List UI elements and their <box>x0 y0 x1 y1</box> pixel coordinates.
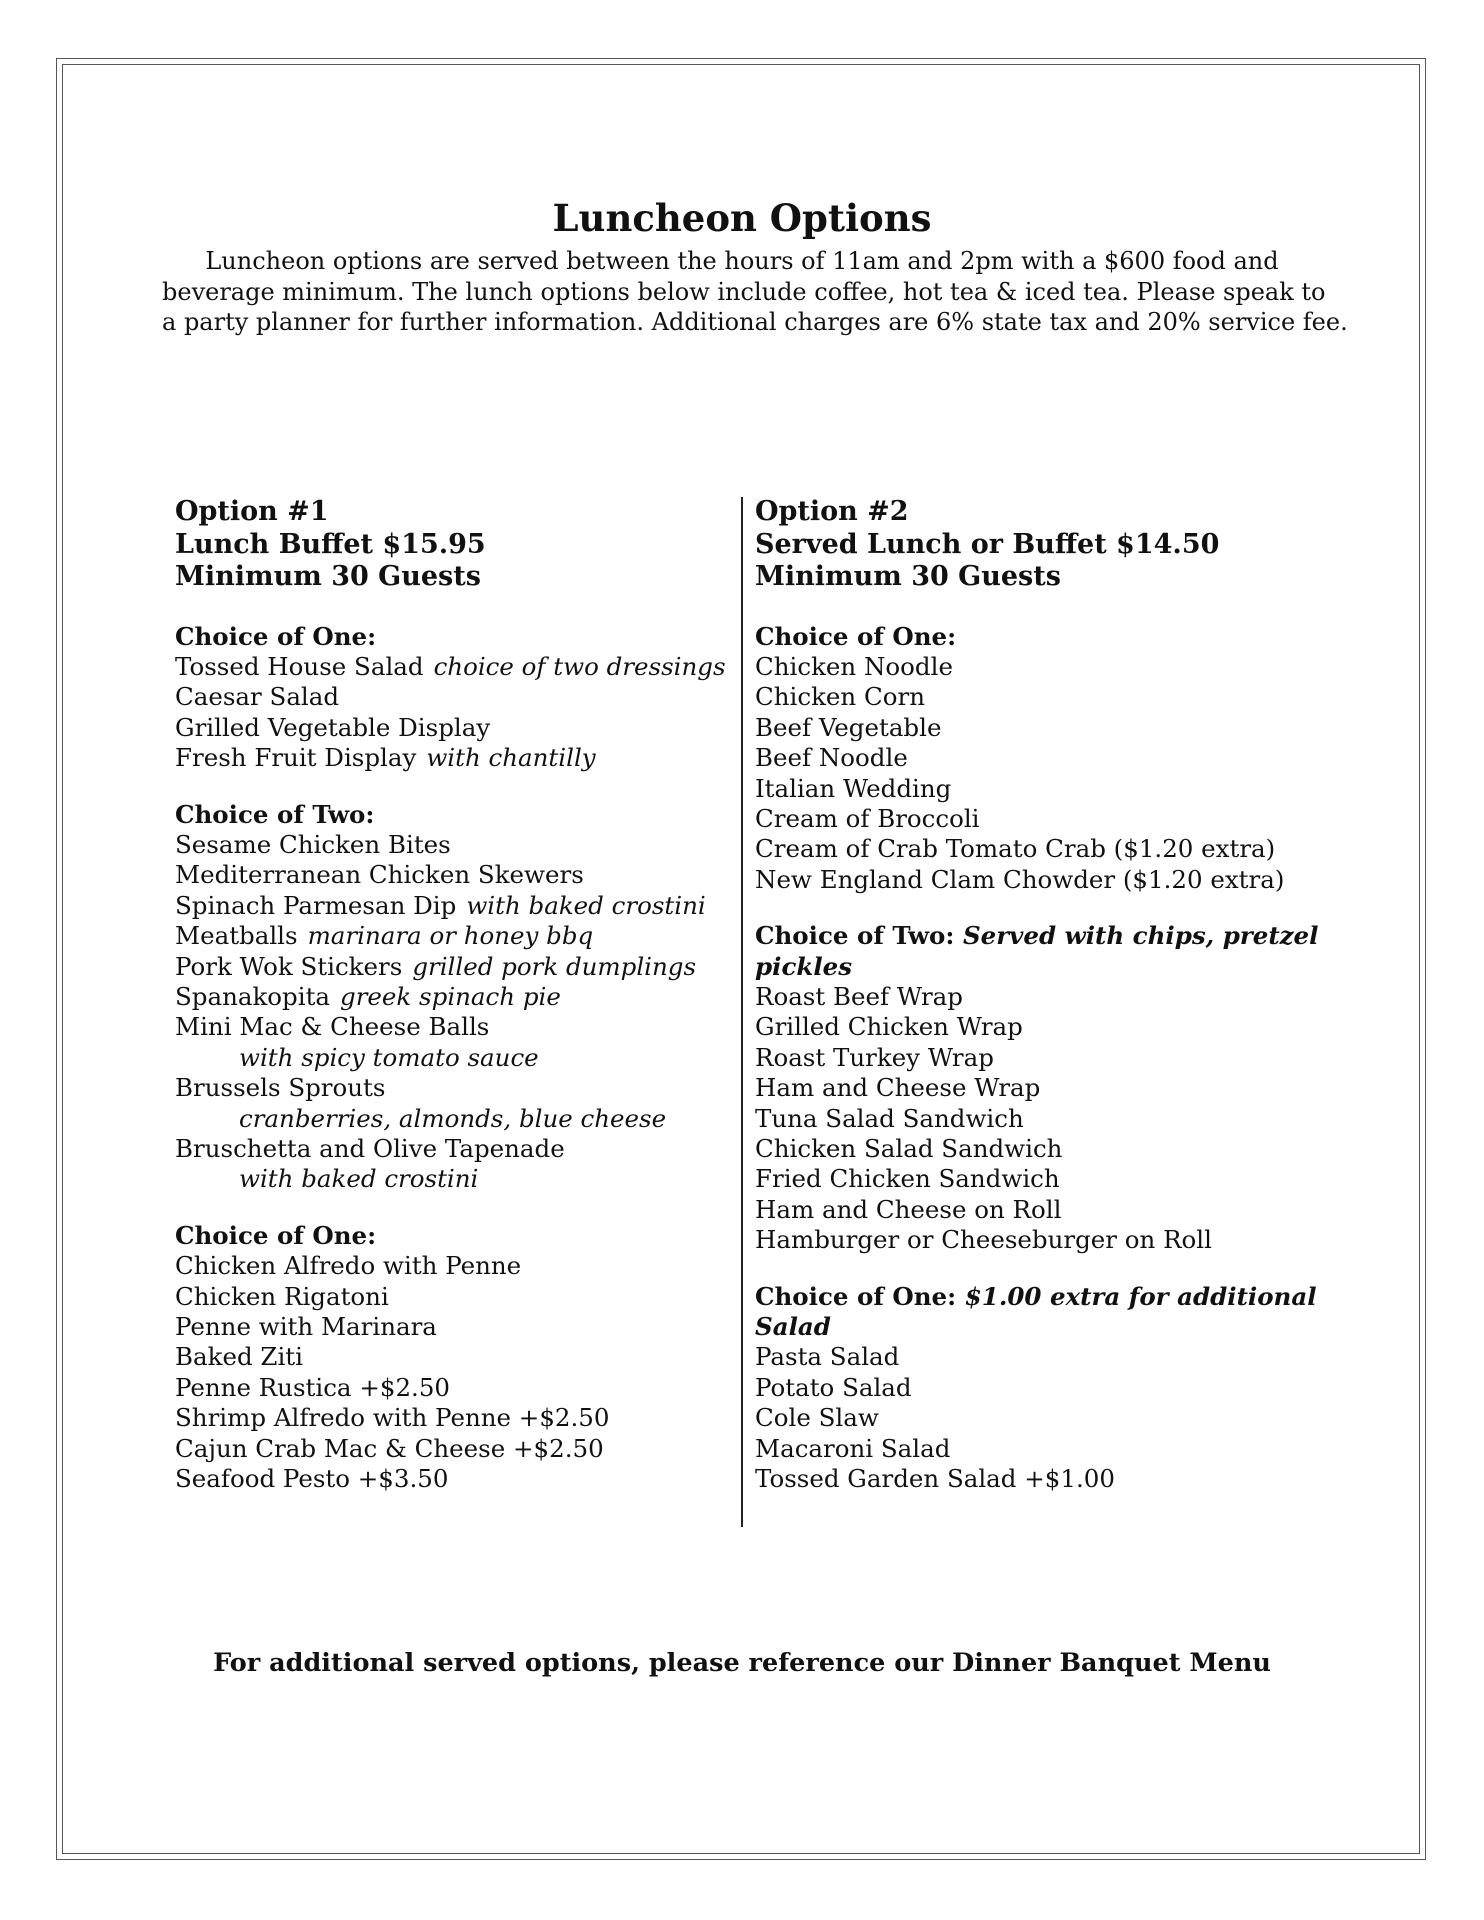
menu-item: Italian Wedding <box>755 773 952 803</box>
menu-item-name: Tossed House Salad <box>175 651 424 681</box>
menu-item-name: Mediterranean Chicken Skewers <box>175 860 584 890</box>
menu-item: Fried Chicken Sandwich <box>755 1164 1060 1194</box>
intro-line: Luncheon options are served between the hours of 11am and 2pm with a $600 food and <box>205 247 1279 275</box>
option-2-section-1-title: Choice of One: <box>755 621 957 651</box>
menu-item: Seafood Pesto +$3.50 <box>175 1464 449 1494</box>
option-2-number: Option #2 <box>755 496 909 527</box>
menu-item: Ham and Cheese Wrap <box>755 1073 1041 1103</box>
menu-item: Tuna Salad Sandwich <box>755 1103 1024 1133</box>
option-1-section-2-title: Choice of Two: <box>175 799 375 829</box>
menu-item-note: with chantilly <box>426 743 596 773</box>
menu-item: Chicken Alfredo with Penne <box>175 1251 522 1281</box>
menu-item-name: Grilled Vegetable Display <box>175 712 491 742</box>
menu-item-subnote: with spicy tomato sauce <box>239 1042 539 1072</box>
menu-item-note: marinara or honey bbq <box>307 921 594 951</box>
menu-item-note: choice of two dressings <box>433 651 726 681</box>
option-2-title: Served Lunch or Buffet $14.50 <box>755 528 1220 560</box>
menu-item: Baked Ziti <box>175 1342 303 1372</box>
menu-item-note: grilled pork dumplings <box>412 951 697 981</box>
menu-item: Ham and Cheese on Roll <box>755 1194 1062 1224</box>
menu-item: Tossed Garden Salad +$1.00 <box>755 1464 1115 1494</box>
section-note: Served with chips, pretzel pickles <box>755 921 1319 981</box>
menu-item: Penne with Marinara <box>175 1312 437 1342</box>
menu-item <box>175 1134 730 1164</box>
option-1-section-1-title: Choice of One: <box>175 621 377 651</box>
option-1-number: Option #1 <box>175 496 329 527</box>
menu-item: Roast Turkey Wrap <box>755 1042 994 1072</box>
menu-item-name: Sesame Chicken Bites <box>175 829 451 859</box>
menu-item: Hamburger or Cheeseburger on Roll <box>755 1225 1212 1255</box>
menu-item-name: Spinach Parmesan Dip <box>175 890 457 920</box>
menu-item: Beef Vegetable <box>755 712 942 742</box>
menu-item: Potato Salad <box>755 1372 912 1402</box>
menu-item: Beef Noodle <box>755 743 908 773</box>
column-divider <box>741 497 743 1527</box>
menu-item <box>175 682 730 712</box>
option-1-column <box>175 496 730 1494</box>
menu-item: Cajun Crab Mac & Cheese +$2.50 <box>175 1433 604 1463</box>
option-2-section-3-title <box>755 1282 1355 1343</box>
menu-item: Cole Slaw <box>755 1403 879 1433</box>
menu-item <box>175 982 730 1012</box>
menu-item <box>175 1012 730 1042</box>
menu-item <box>175 1073 730 1103</box>
intro-line: beverage minimum. The lunch options below include coffee, hot tea & iced tea. Please speak to <box>162 277 1326 306</box>
menu-item: Penne Rustica +$2.50 <box>175 1372 450 1402</box>
menu-item: Cream of Broccoli <box>755 803 980 833</box>
option-2-minimum: Minimum 30 Guests <box>755 561 1061 592</box>
menu-item-name: Pork Wok Stickers <box>175 951 403 981</box>
menu-item: Cream of Crab Tomato Crab ($1.20 extra) <box>755 834 1276 864</box>
menu-item-name: Brussels Sprouts <box>175 1073 386 1103</box>
menu-item-note: with baked crostini <box>466 890 706 920</box>
menu-item <box>175 860 730 890</box>
menu-item <box>175 743 730 773</box>
menu-item: Macaroni Salad <box>755 1433 951 1463</box>
option-2-section-2-title <box>755 921 1355 982</box>
menu-item: Chicken Corn <box>755 682 925 712</box>
menu-item: Chicken Rigatoni <box>175 1281 389 1311</box>
intro-line: a party planner for further information. Additional charges are 6% state tax and 20% service fee. <box>162 308 1348 336</box>
menu-item: Chicken Noodle <box>755 651 953 681</box>
menu-item-name: Meatballs <box>175 921 298 951</box>
menu-item <box>175 921 730 951</box>
menu-item-subnote: cranberries, almonds, blue cheese <box>239 1103 667 1133</box>
option-1-section-3-title: Choice of One: <box>175 1220 377 1250</box>
menu-item: Chicken Salad Sandwich <box>755 1134 1063 1163</box>
section-title: Choice of One: <box>755 1281 957 1311</box>
menu-item-note: greek spinach pie <box>340 981 561 1011</box>
page-title: Luncheon Options <box>552 196 932 240</box>
menu-item <box>175 952 730 982</box>
intro-paragraph <box>162 246 1348 338</box>
section-title: Choice of Two: <box>755 921 955 951</box>
menu-item <box>175 713 730 743</box>
option-1-minimum: Minimum 30 Guests <box>175 561 481 592</box>
option-1-title: Lunch Buffet $15.95 <box>175 528 486 560</box>
menu-item: New England Clam Chowder ($1.20 extra) <box>755 864 1285 894</box>
menu-item <box>175 891 730 921</box>
menu-item-name: Mini Mac & Cheese Balls <box>175 1012 490 1042</box>
section-note: $1.00 extra for additional Salad <box>755 1281 1317 1342</box>
menu-item-subnote: with baked crostini <box>239 1164 479 1194</box>
menu-item-name: Caesar Salad <box>175 682 340 712</box>
menu-item-name: Fresh Fruit Display <box>175 743 417 773</box>
menu-item <box>175 652 730 682</box>
option-2-column <box>755 496 1355 1494</box>
menu-item: Roast Beef Wrap <box>755 981 963 1011</box>
menu-item-name: Bruschetta and Olive Tapenade <box>175 1134 565 1163</box>
menu-item: Pasta Salad <box>755 1342 900 1372</box>
menu-item-name: Spanakopita <box>175 981 331 1011</box>
menu-item <box>175 830 730 860</box>
menu-item: Shrimp Alfredo with Penne +$2.50 <box>175 1403 610 1433</box>
footer-note: For additional served options, please reference our Dinner Banquet Menu <box>213 1648 1271 1678</box>
menu-item: Grilled Chicken Wrap <box>755 1012 1023 1042</box>
